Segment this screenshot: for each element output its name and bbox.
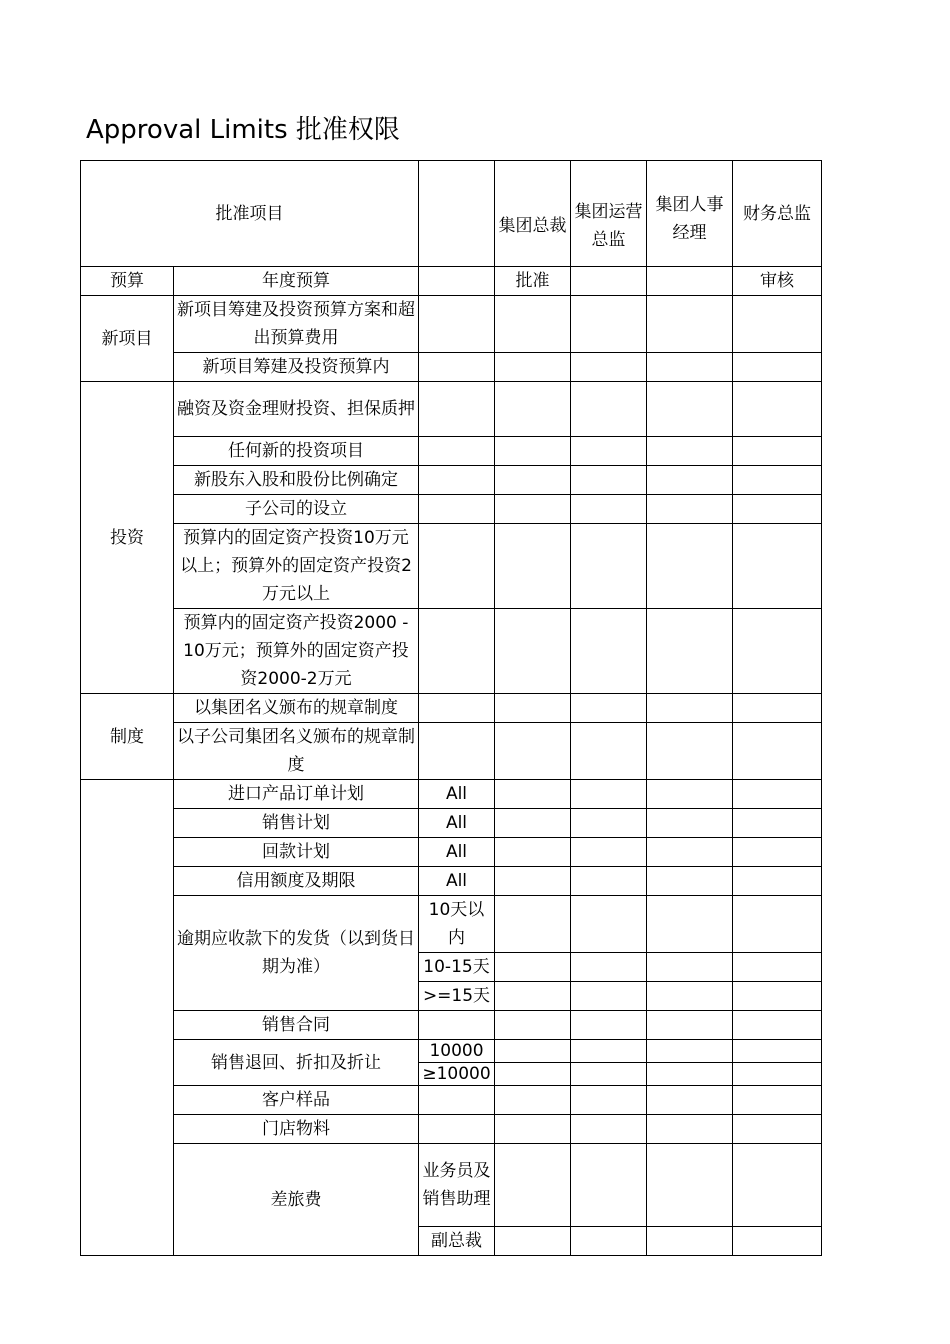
item-label: 新股东入股和股份比例确定	[174, 466, 419, 495]
table-row	[81, 267, 822, 296]
empty-cell	[733, 353, 822, 382]
empty-cell	[733, 382, 822, 437]
empty-cell	[733, 437, 822, 466]
empty-cell	[733, 1086, 822, 1115]
empty-cell	[495, 609, 571, 694]
item-label: 销售计划	[174, 809, 419, 838]
empty-cell	[419, 524, 495, 609]
empty-cell	[495, 296, 571, 353]
empty-cell	[571, 609, 647, 694]
empty-cell	[571, 437, 647, 466]
table-row	[81, 609, 822, 694]
category-rules: 制度	[81, 694, 174, 780]
empty-cell	[647, 953, 733, 982]
empty-cell	[419, 382, 495, 437]
empty-cell	[571, 809, 647, 838]
empty-cell	[495, 694, 571, 723]
empty-cell	[419, 353, 495, 382]
empty-cell	[495, 437, 571, 466]
empty-cell	[733, 1063, 822, 1086]
empty-cell	[419, 466, 495, 495]
table-row	[81, 723, 822, 780]
item-label: 销售退回、折扣及折让	[174, 1040, 419, 1086]
condition-label: 10000	[419, 1040, 495, 1063]
empty-cell	[647, 382, 733, 437]
empty-cell	[571, 296, 647, 353]
empty-cell	[571, 723, 647, 780]
empty-cell	[733, 867, 822, 896]
empty-cell	[495, 723, 571, 780]
item-label: 以子公司集团名义颁布的规章制度	[174, 723, 419, 780]
item-annual-budget: 年度预算	[174, 267, 419, 296]
empty-cell	[647, 1011, 733, 1040]
empty-cell	[733, 694, 822, 723]
empty-cell	[571, 694, 647, 723]
empty-cell	[419, 437, 495, 466]
empty-cell	[647, 1063, 733, 1086]
item-label: 子公司的设立	[174, 495, 419, 524]
empty-cell	[733, 466, 822, 495]
empty-cell	[495, 495, 571, 524]
category-investment: 投资	[81, 382, 174, 694]
empty-cell	[647, 867, 733, 896]
table-row	[81, 694, 822, 723]
empty-cell	[419, 1011, 495, 1040]
item-label: 逾期应收款下的发货（以到货日期为准）	[174, 896, 419, 1011]
empty-cell	[733, 838, 822, 867]
condition-label: 10-15天	[419, 953, 495, 982]
empty-cell	[571, 953, 647, 982]
table-row	[81, 809, 822, 838]
table-row	[81, 466, 822, 495]
budget-ceo-approve: 批准	[495, 267, 571, 296]
empty-cell	[647, 1227, 733, 1256]
empty-cell	[419, 267, 495, 296]
empty-cell	[733, 495, 822, 524]
table-row	[81, 495, 822, 524]
table-row	[81, 353, 822, 382]
item-label: 门店物料	[174, 1115, 419, 1144]
empty-cell	[647, 267, 733, 296]
item-label: 预算内的固定资产投资2000 - 10万元；预算外的固定资产投资2000-2万元	[174, 609, 419, 694]
empty-cell	[647, 780, 733, 809]
header-group-hr-manager: 集团人事经理	[647, 161, 733, 267]
empty-cell	[647, 723, 733, 780]
table-row	[81, 1144, 822, 1227]
empty-cell	[571, 524, 647, 609]
empty-cell	[419, 694, 495, 723]
empty-cell	[733, 1144, 822, 1227]
item-label: 信用额度及期限	[174, 867, 419, 896]
table-row	[81, 838, 822, 867]
empty-cell	[647, 466, 733, 495]
empty-cell	[733, 609, 822, 694]
condition-all: All	[419, 838, 495, 867]
empty-cell	[733, 723, 822, 780]
table-row	[81, 1040, 822, 1063]
header-row	[81, 161, 822, 267]
page-title: Approval Limits 批准权限	[86, 115, 400, 145]
empty-cell	[647, 437, 733, 466]
empty-cell	[571, 1227, 647, 1256]
empty-cell	[571, 267, 647, 296]
empty-cell	[495, 867, 571, 896]
empty-cell	[733, 1040, 822, 1063]
table-row	[81, 780, 822, 809]
empty-cell	[495, 353, 571, 382]
table-row	[81, 437, 822, 466]
table-row	[81, 867, 822, 896]
table-row	[81, 524, 822, 609]
item-label: 客户样品	[174, 1086, 419, 1115]
empty-cell	[571, 1086, 647, 1115]
condition-label: 副总裁	[419, 1227, 495, 1256]
item-label: 融资及资金理财投资、担保质押	[174, 382, 419, 437]
empty-cell	[733, 953, 822, 982]
category-sales	[81, 780, 174, 1256]
empty-cell	[495, 1227, 571, 1256]
empty-cell	[733, 809, 822, 838]
empty-cell	[495, 1144, 571, 1227]
table-row	[81, 382, 822, 437]
budget-cfo-review: 审核	[733, 267, 822, 296]
empty-cell	[571, 1144, 647, 1227]
empty-cell	[495, 466, 571, 495]
header-approval-item: 批准项目	[81, 161, 419, 267]
empty-cell	[571, 382, 647, 437]
item-label: 新项目筹建及投资预算内	[174, 353, 419, 382]
empty-cell	[733, 296, 822, 353]
empty-cell	[647, 896, 733, 953]
category-budget: 预算	[81, 267, 174, 296]
item-label: 以集团名义颁布的规章制度	[174, 694, 419, 723]
empty-cell	[571, 780, 647, 809]
empty-cell	[571, 466, 647, 495]
empty-cell	[419, 495, 495, 524]
empty-cell	[733, 524, 822, 609]
condition-all: All	[419, 809, 495, 838]
condition-all: All	[419, 867, 495, 896]
category-new-project: 新项目	[81, 296, 174, 382]
empty-cell	[495, 524, 571, 609]
empty-cell	[647, 353, 733, 382]
empty-cell	[647, 495, 733, 524]
header-condition	[419, 161, 495, 267]
empty-cell	[495, 1115, 571, 1144]
table-row	[81, 1086, 822, 1115]
empty-cell	[495, 1040, 571, 1063]
table-row	[81, 296, 822, 353]
header-finance-director: 财务总监	[733, 161, 822, 267]
empty-cell	[419, 296, 495, 353]
empty-cell	[495, 1086, 571, 1115]
item-label: 差旅费	[174, 1144, 419, 1256]
condition-all: All	[419, 780, 495, 809]
empty-cell	[495, 809, 571, 838]
empty-cell	[571, 1115, 647, 1144]
empty-cell	[571, 495, 647, 524]
header-group-president: 集团总裁	[495, 161, 571, 267]
empty-cell	[647, 524, 733, 609]
empty-cell	[419, 723, 495, 780]
empty-cell	[647, 838, 733, 867]
approval-limits-table	[80, 160, 822, 1256]
empty-cell	[647, 296, 733, 353]
empty-cell	[647, 1086, 733, 1115]
empty-cell	[733, 780, 822, 809]
empty-cell	[419, 609, 495, 694]
empty-cell	[647, 694, 733, 723]
empty-cell	[647, 809, 733, 838]
empty-cell	[571, 896, 647, 953]
empty-cell	[495, 953, 571, 982]
empty-cell	[571, 1063, 647, 1086]
condition-label: 10天以内	[419, 896, 495, 953]
item-label: 新项目筹建及投资预算方案和超出预算费用	[174, 296, 419, 353]
empty-cell	[419, 1086, 495, 1115]
empty-cell	[647, 1115, 733, 1144]
empty-cell	[571, 353, 647, 382]
empty-cell	[495, 896, 571, 953]
empty-cell	[647, 609, 733, 694]
empty-cell	[571, 1011, 647, 1040]
empty-cell	[733, 1011, 822, 1040]
header-group-operations-director: 集团运营总监	[571, 161, 647, 267]
table-row	[81, 1115, 822, 1144]
item-label: 预算内的固定资产投资10万元以上；预算外的固定资产投资2万元以上	[174, 524, 419, 609]
empty-cell	[733, 896, 822, 953]
empty-cell	[647, 982, 733, 1011]
item-label: 进口产品订单计划	[174, 780, 419, 809]
empty-cell	[571, 867, 647, 896]
empty-cell	[419, 1115, 495, 1144]
condition-label: 业务员及销售助理	[419, 1144, 495, 1227]
empty-cell	[495, 780, 571, 809]
condition-label: >=15天	[419, 982, 495, 1011]
empty-cell	[571, 838, 647, 867]
item-label: 销售合同	[174, 1011, 419, 1040]
condition-label: ≥10000	[419, 1063, 495, 1086]
empty-cell	[495, 382, 571, 437]
empty-cell	[495, 1011, 571, 1040]
empty-cell	[495, 982, 571, 1011]
empty-cell	[495, 838, 571, 867]
empty-cell	[733, 1227, 822, 1256]
table-row	[81, 896, 822, 953]
empty-cell	[647, 1040, 733, 1063]
table-row	[81, 1011, 822, 1040]
item-label: 回款计划	[174, 838, 419, 867]
empty-cell	[495, 1063, 571, 1086]
empty-cell	[733, 982, 822, 1011]
empty-cell	[571, 982, 647, 1011]
empty-cell	[571, 1040, 647, 1063]
item-label: 任何新的投资项目	[174, 437, 419, 466]
empty-cell	[647, 1144, 733, 1227]
empty-cell	[733, 1115, 822, 1144]
